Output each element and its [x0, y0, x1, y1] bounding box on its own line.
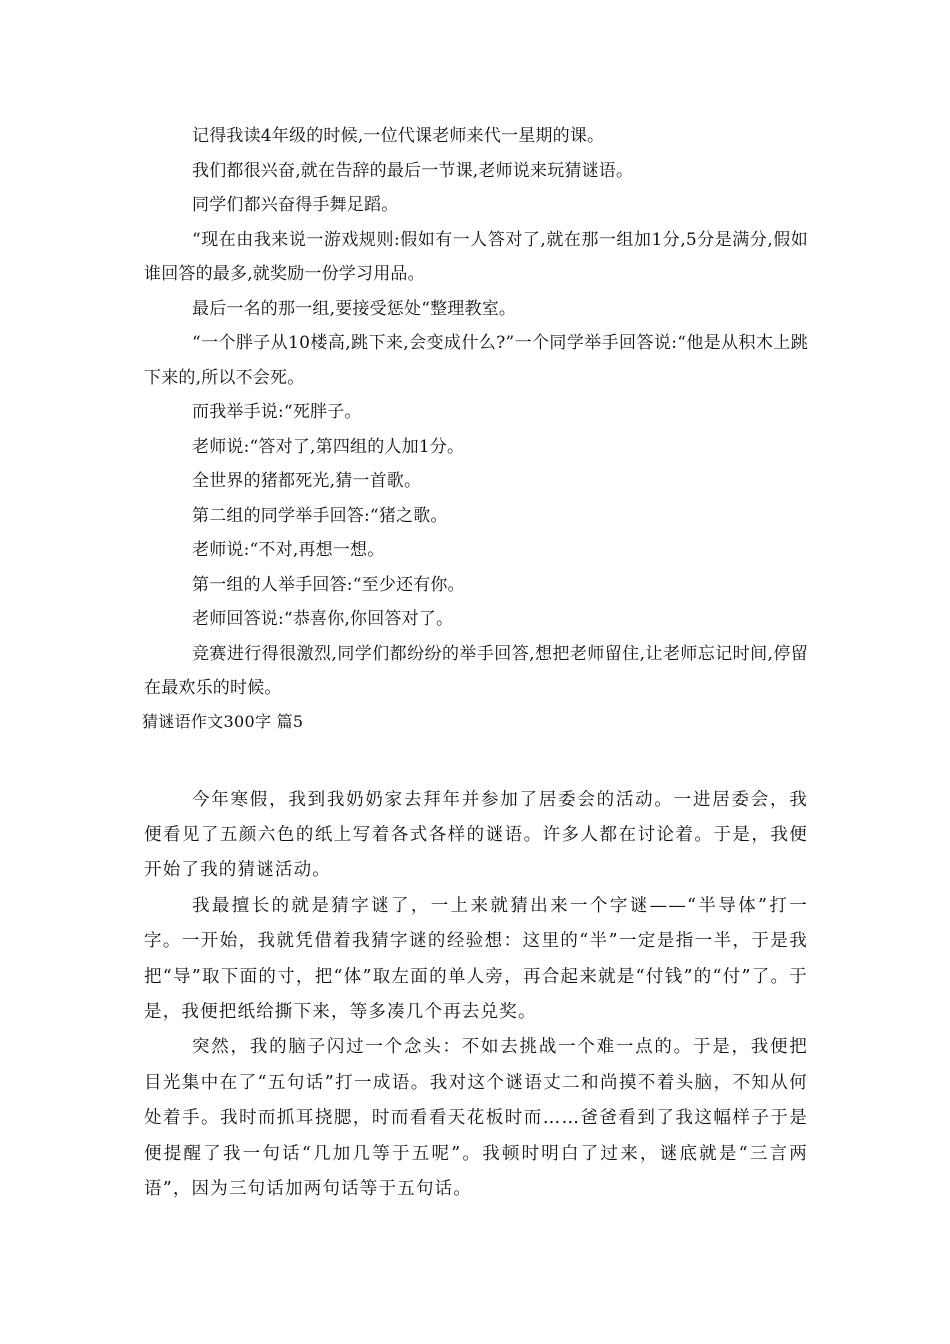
essay-4-ending [144, 119, 808, 706]
paragraph: 我最擅长的就是猜字谜了，一上来就猜出来一个字谜——“半导体”打一字。一开始，我就凭借着我猜字谜的经验想：这里的“半”一定是指一半，于是我把“导”取下面的寸，把“体”取左面的单人旁，再合起来就是“付钱”的“付”了。于是，我便把纸给撕下来，等多凑几个再去兑奖。 [144, 895, 808, 1022]
paragraph: 第二组的同学举手回答:“猪之歌。 [192, 505, 448, 526]
paragraph: 老师说:“答对了,第四组的人加1分。 [192, 436, 465, 457]
paragraph: 竞赛进行得很激烈,同学们都纷纷的举手回答,想把老师留住,让老师忘记时间,停留在最欢乐的时候。 [144, 643, 808, 698]
paragraph: 记得我读4年级的时候,一位代课老师来代一星期的课。 [192, 126, 605, 146]
paragraph: 最后一名的那一组,要接受惩处“整理教室。 [192, 298, 517, 319]
paragraph: 同学们都兴奋得手舞足蹈。 [192, 195, 399, 215]
paragraph: 第一组的人举手回答:“至少还有你。 [192, 574, 465, 595]
paragraph: “现在由我来说一游戏规则:假如有一人答对了,就在那一组加1分,5分是满分,假如谁回答的最多,就奖励一份学习用品。 [144, 229, 808, 284]
paragraph: 全世界的猪都死光,猜一首歌。 [192, 471, 422, 491]
paragraph: 而我举手说:“死胖子。 [192, 402, 362, 422]
paragraph: 突然，我的脑子闪过一个念头：不如去挑战一个难一点的。于是，我便把目光集中在了“五句话”打一成语。我对这个谜语丈二和尚摸不着头脑，不知从何处着手。我时而抓耳挠腮，时而看看天花板时而……爸爸看到了我这幅样子于是便提醒了我一句话“几加几等于五呢”。我顿时明白了过来，谜底就是“三言两语”，因为三句话加两句话等于五句话。 [144, 1037, 808, 1199]
document-page [144, 119, 808, 1207]
paragraph: “一个胖子从10楼高,跳下来,会变成什么?”一个同学举手回答说:“他是从积木上跳下来的,所以不会死。 [144, 333, 808, 388]
paragraph: 我们都很兴奋,就在告辞的最后一节课,老师说来玩猜谜语。 [192, 160, 634, 181]
paragraph: 老师回答说:“恭喜你,你回答对了。 [192, 609, 454, 629]
paragraph: 老师说:“不对,再想一想。 [192, 540, 385, 560]
paragraph: 今年寒假，我到我奶奶家去拜年并参加了居委会的活动。一进居委会，我便看见了五颜六色的纸上写着各式各样的谜语。许多人都在讨论着。于是，我便开始了我的猜谜活动。 [144, 789, 808, 881]
essay-heading: 猜谜语作文300字 篇5 [142, 711, 304, 731]
essay-5-body [144, 783, 808, 1208]
